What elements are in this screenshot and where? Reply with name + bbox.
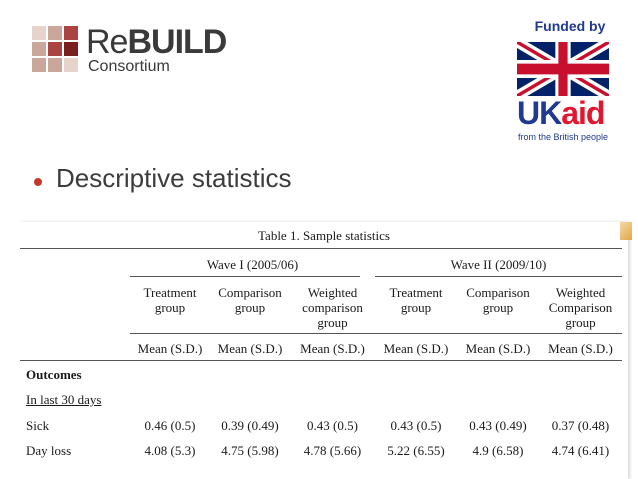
- group-header: Treatment group: [389, 285, 443, 315]
- table-cell: 4.9 (6.58): [472, 443, 524, 458]
- stat-label: Mean (S.D.): [383, 341, 449, 356]
- group-header: Treatment group: [143, 285, 197, 315]
- slide-heading: Descriptive statistics: [56, 163, 292, 193]
- row-label: Day loss: [26, 443, 72, 458]
- logo-name: ReBUILD: [86, 23, 227, 61]
- table-cell: 4.08 (5.3): [144, 443, 196, 458]
- table-cell: 0.39 (0.49): [221, 418, 279, 433]
- table-title: Table 1. Sample statistics: [258, 228, 390, 243]
- table-cell: 0.46 (0.5): [144, 418, 196, 433]
- group-header: Comparison group: [466, 285, 530, 315]
- funded-by-label: Funded by: [534, 18, 606, 34]
- row-label: Sick: [26, 418, 50, 433]
- table-cell: 0.43 (0.49): [469, 418, 527, 433]
- union-jack-flag-icon: [517, 42, 609, 96]
- table-cell: 0.43 (0.5): [390, 418, 442, 433]
- table-cell: 5.22 (6.55): [387, 443, 445, 458]
- wave-rule: [130, 276, 360, 277]
- table-cell: 4.74 (6.41): [551, 443, 610, 458]
- table-cell: 0.43 (0.5): [307, 418, 358, 433]
- table-cell: 4.75 (5.98): [221, 443, 279, 458]
- group-header: Weighted Comparison group: [548, 285, 613, 330]
- sample-statistics-table: [20, 222, 628, 479]
- stat-label: Mean (S.D.): [465, 341, 531, 356]
- section-label: Outcomes: [26, 367, 82, 382]
- wave-rule: [375, 276, 622, 277]
- group-header: Comparison group: [218, 285, 282, 315]
- table-cell: 0.37 (0.48): [551, 418, 610, 433]
- stat-label: Mean (S.D.): [137, 341, 203, 356]
- logo-mark-icon: [32, 26, 80, 74]
- ukaid-logo: UKaid: [517, 95, 605, 131]
- stat-label: Mean (S.D.): [300, 341, 365, 356]
- stat-label: Mean (S.D.): [217, 341, 283, 356]
- table-top-rule: [20, 248, 622, 249]
- rebuild-logo: [32, 23, 232, 78]
- subsection-label: In last 30 days: [26, 392, 102, 407]
- ukaid-tagline: from the British people: [518, 132, 609, 142]
- group-rule: [130, 333, 622, 334]
- stat-label: Mean (S.D.): [548, 341, 613, 356]
- wave-header: Wave I (2005/06): [206, 257, 299, 272]
- group-header: Weighted comparison group: [302, 285, 363, 330]
- table-cell: 4.78 (5.66): [303, 443, 362, 458]
- header-bottom-rule: [20, 360, 622, 361]
- logo-subtitle: Consortium: [88, 58, 170, 75]
- bullet-icon: [34, 178, 42, 186]
- wave-header: Wave II (2009/10): [450, 257, 547, 272]
